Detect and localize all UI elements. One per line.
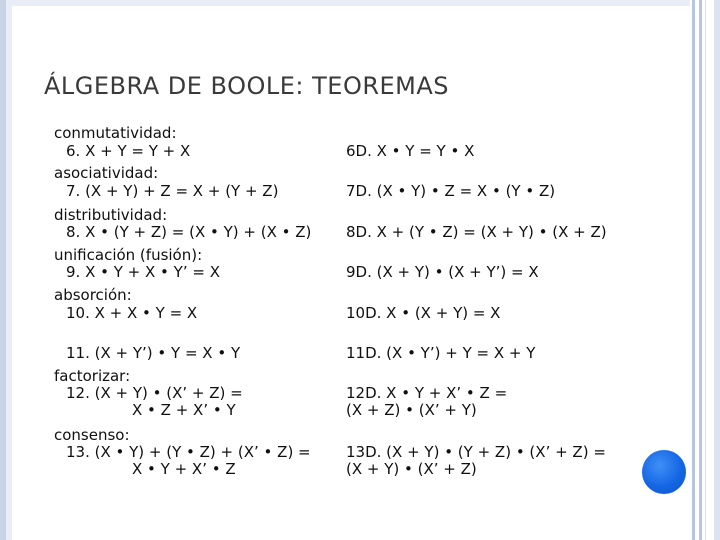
label-factorizar: factorizar: (54, 367, 131, 385)
theorem-8: 8. X • (Y + Z) = (X • Y) + (X • Z) (66, 223, 312, 241)
theorem-6d: 6D. X • Y = Y • X (346, 142, 475, 160)
theorem-11: 11. (X + Y’) • Y = X • Y (66, 344, 241, 362)
theorem-9: 9. X • Y + X • Y’ = X (66, 263, 220, 281)
theorem-13: 13. (X • Y) + (Y • Z) + (X’ • Z) = (66, 443, 311, 461)
slide-title: ÁLGEBRA DE BOOLE: TEOREMAS (44, 72, 450, 100)
theorem-7d: 7D. (X • Y) • Z = X • (Y • Z) (346, 182, 556, 200)
slide-left-border (0, 0, 12, 540)
theorem-13d-continuation: (X + Y) • (X’ + Z) (346, 460, 477, 478)
label-unificacion: unificación (fusión): (54, 246, 203, 264)
theorem-9d: 9D. (X + Y) • (X + Y’) = X (346, 263, 539, 281)
label-asociatividad: asociatividad: (54, 164, 159, 182)
theorem-7: 7. (X + Y) + Z = X + (Y + Z) (66, 182, 279, 200)
theorem-11d: 11D. (X • Y’) + Y = X + Y (346, 344, 536, 362)
label-absorcion: absorción: (54, 286, 132, 304)
theorem-13-continuation: X • Y + X’ • Z (132, 460, 236, 478)
label-conmutatividad: conmutatividad: (54, 124, 177, 142)
theorem-12d: 12D. X • Y + X’ • Z = (346, 384, 508, 402)
theorems-image (54, 122, 634, 484)
slide-right-border (690, 0, 720, 540)
theorem-6: 6. X + Y = Y + X (66, 142, 191, 160)
theorem-10d: 10D. X • (X + Y) = X (346, 304, 501, 322)
theorem-12d-continuation: (X + Z) • (X’ + Y) (346, 401, 477, 419)
theorem-13d: 13D. (X + Y) • (Y + Z) • (X’ + Z) = (346, 443, 606, 461)
label-consenso: consenso: (54, 426, 130, 444)
slide-nav-dot (642, 450, 686, 494)
slide-top-border (0, 0, 720, 6)
theorem-8d: 8D. X + (Y • Z) = (X + Y) • (X + Z) (346, 223, 607, 241)
theorem-12-continuation: X • Z + X’ • Y (132, 401, 236, 419)
label-distributividad: distributividad: (54, 206, 168, 224)
theorem-10: 10. X + X • Y = X (66, 304, 198, 322)
theorem-12: 12. (X + Y) • (X’ + Z) = (66, 384, 243, 402)
